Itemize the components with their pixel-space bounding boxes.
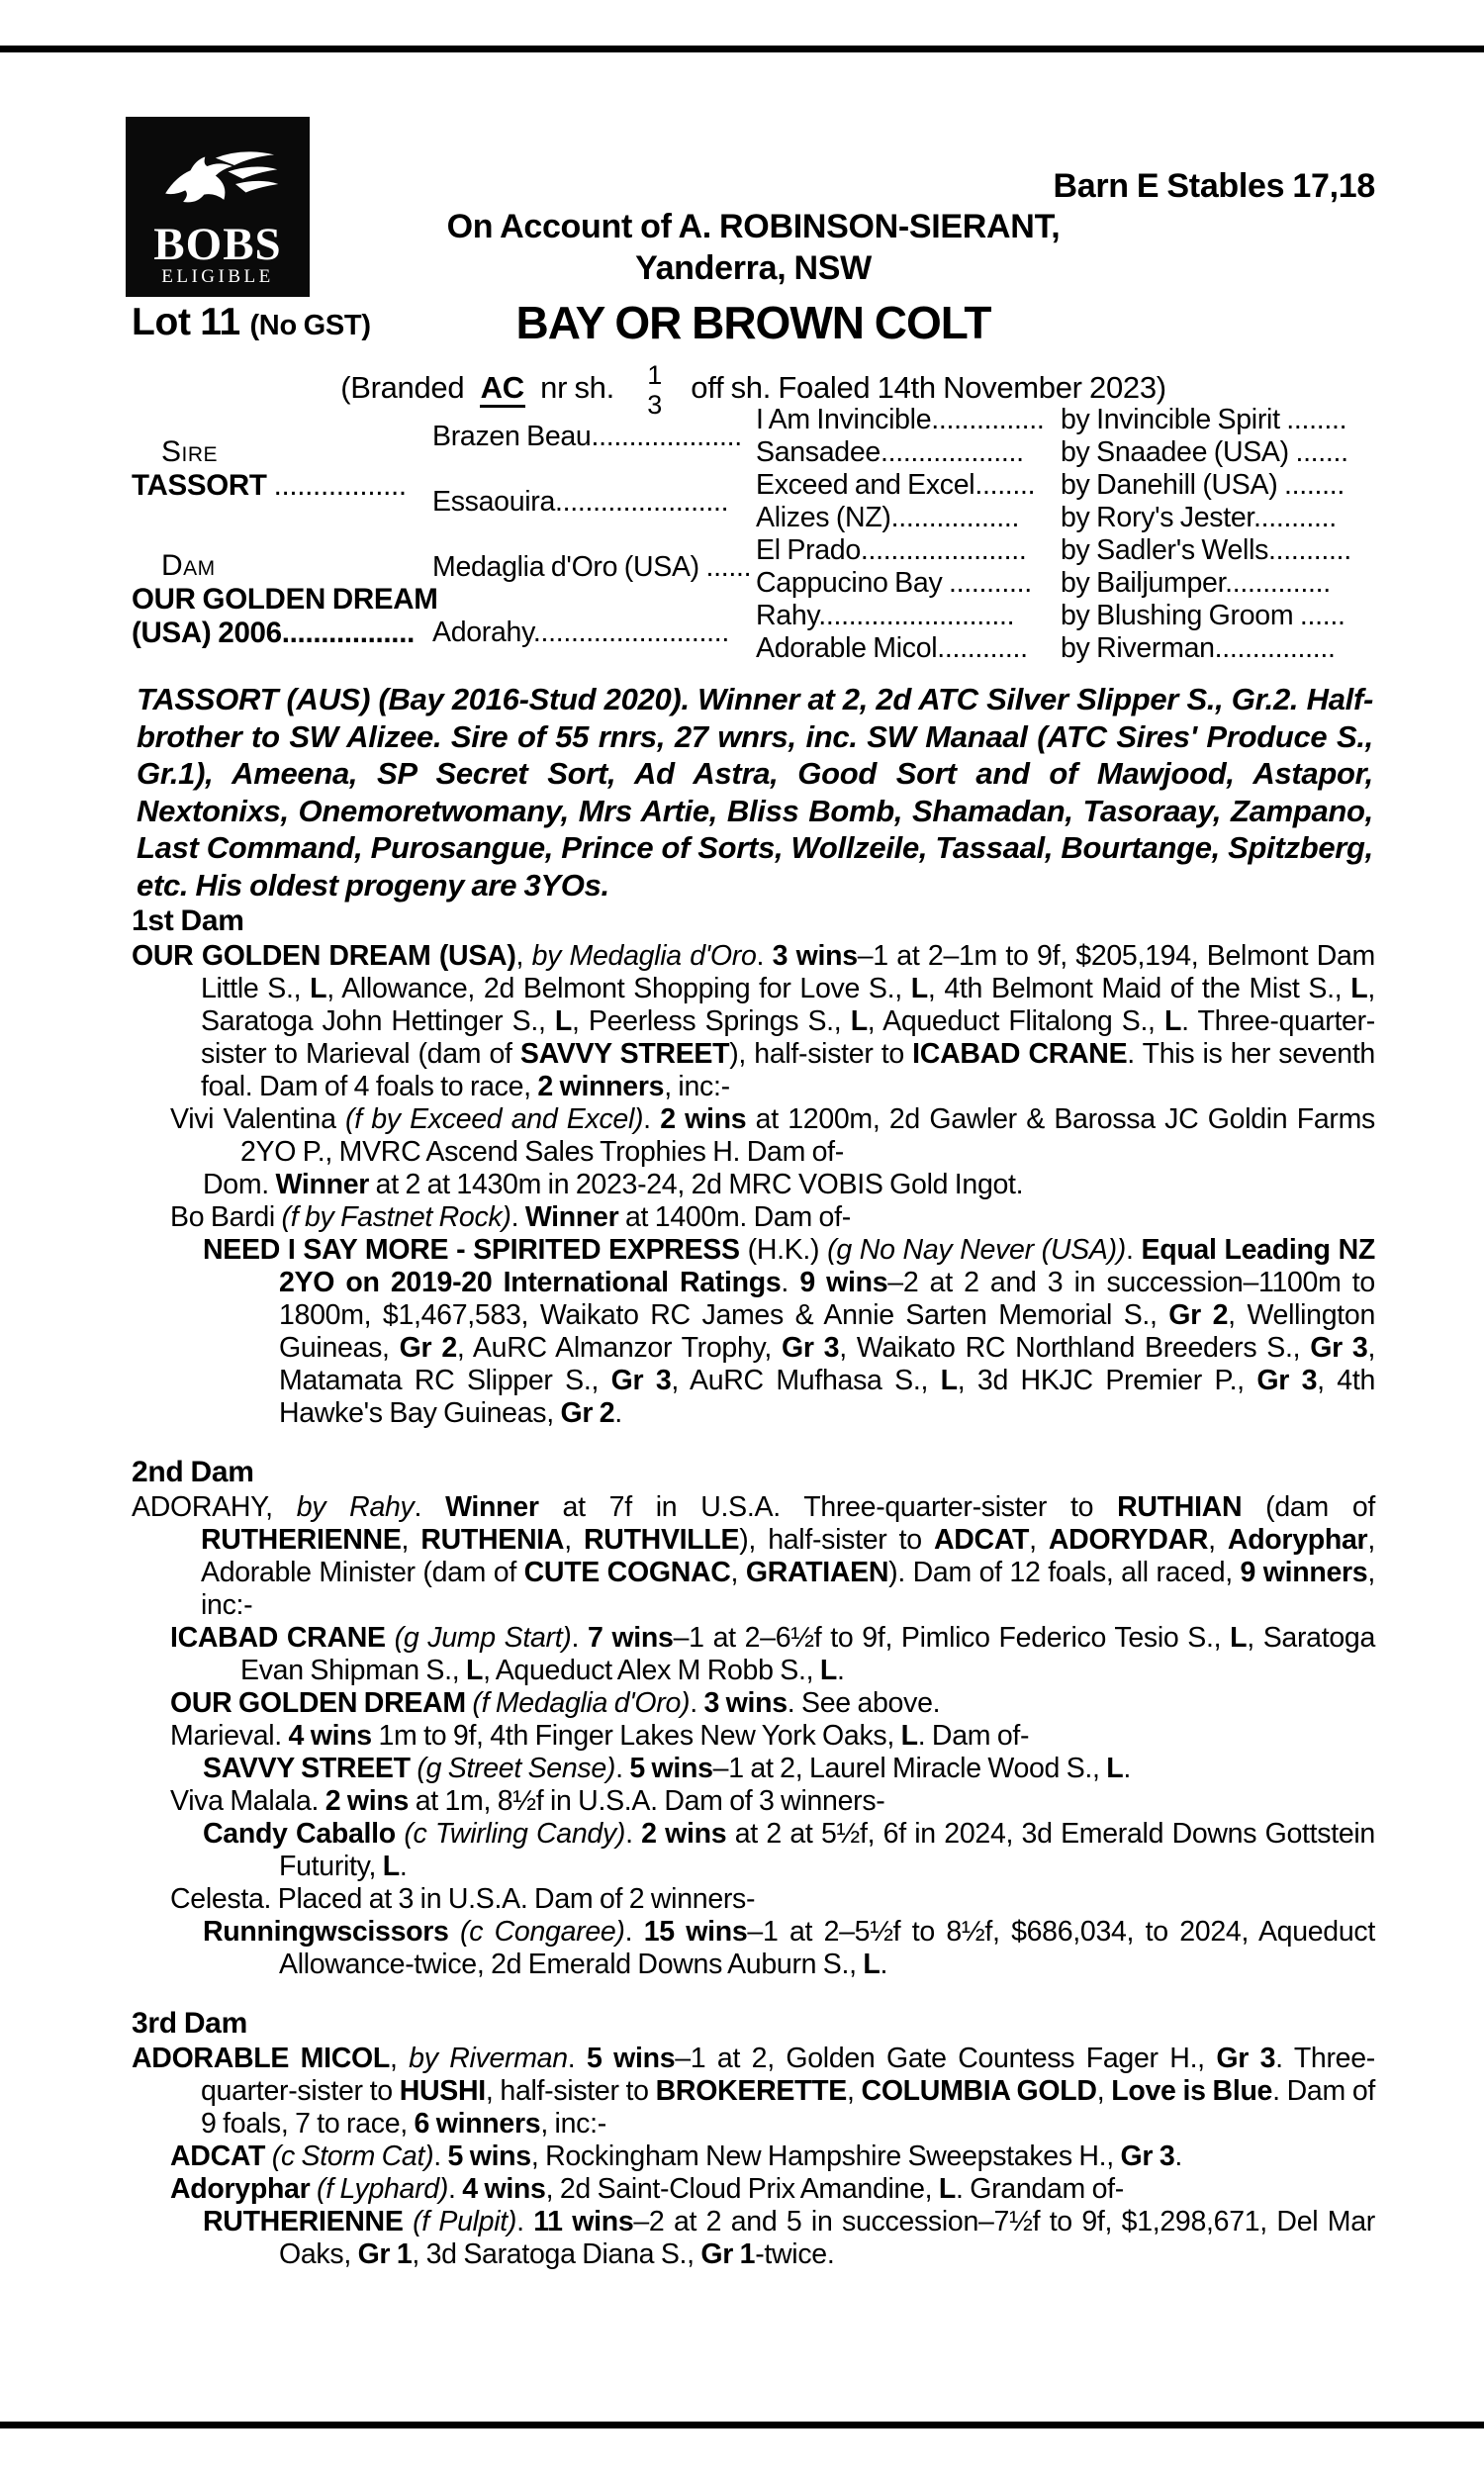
pedigree-gen3-entry: Alizes (NZ)................. (756, 502, 1020, 533)
dam-name-line2: (USA) 2006................. (132, 617, 415, 649)
sire-name: TASSORT ................. (132, 469, 407, 502)
pedigree-gen4-entry: by Riverman................ (1061, 632, 1336, 664)
lot-number (132, 301, 371, 344)
pedigree-gen4-entry: by Danehill (USA) ........ (1061, 469, 1345, 501)
pedigree-table (132, 404, 1375, 665)
pedigree-paragraph: NEED I SAY MORE - SPIRITED EXPRESS (H.K.) (g No Nay Never (USA)). Equal Leading NZ 2YO on 2019-20 International Ratings. 9 wins–2 at 2 and 3 in succession–1100m to 1800m, $1,467,583, Waikato RC James & Annie Sarten Memorial S., Gr 2, Wellington Guineas, Gr 2, AuRC Almanzor Trophy, Gr 3, Waikato RC Northland Breeders S., Gr 3, Matamata RC Slipper S., Gr 3, AuRC Mufhasa S., L, 3d HKJC Premier P., Gr 3, 4th Hawke's Bay Guineas, Gr 2. (203, 1234, 1376, 1429)
pedigree-gen4-entry: by Bailjumper.............. (1061, 567, 1331, 599)
pedigree-paragraph: RUTHERIENNE (f Pulpit). 11 wins–2 at 2 and 5 in succession–7½f to 9f, $1,298,671, Del Mar Oaks, Gr 1, 3d Saratoga Diana S., Gr 1-twice. (203, 2206, 1375, 2270)
pedigree-paragraph: Candy Caballo (c Twirling Candy). 2 wins at 2 at 5½f, 6f in 2024, 3d Emerald Downs Gottstein Futurity, L. (203, 1818, 1375, 1882)
bobs-logo-text: BOBS (153, 218, 282, 270)
section-2nd-dam (132, 1454, 1375, 1981)
pedigree-paragraph: ADORABLE MICOL, by Riverman. 5 wins–1 at 2, Golden Gate Countess Fager H., Gr 3. Three-quarter-sister to HUSHI, half-sister to BROKERETTE, COLUMBIA GOLD, Love is Blue. Dam of 9 foals, 7 to race, 6 winners, inc:- (132, 2043, 1375, 2140)
pedigree-gen4-entry: by Rory's Jester........... (1061, 502, 1337, 533)
pedigree-paragraph: OUR GOLDEN DREAM (f Medaglia d'Oro). 3 wins. See above. (170, 1687, 941, 1719)
top-divider (0, 46, 1484, 52)
pedigree-sire-cell (132, 404, 432, 534)
pedigree-paragraph: ADORAHY, by Rahy. Winner at 7f in U.S.A. Three-quarter-sister to RUTHIAN (dam of RUTHERIENNE, RUTHENIA, RUTHVILLE), half-sister to ADCAT, ADORYDAR, Adoryphar, Adorable Minister (dam of CUTE COGNAC, GRATIAEN). Dam of 12 foals, all raced, 9 winners, inc:- (132, 1491, 1376, 1621)
lot-title-row (132, 295, 1375, 350)
dam-label: Dam (161, 549, 216, 582)
pedigree-gen2-entry: Essaouira....................... (432, 485, 729, 518)
dam-name: OUR GOLDEN DREAM (132, 583, 438, 616)
brand-mark: AC (480, 370, 525, 408)
pedigree-gen4-entry: by Snaadee (USA) ....... (1061, 436, 1348, 468)
pedigree-paragraph: OUR GOLDEN DREAM (USA), by Medaglia d'Oro. 3 wins–1 at 2–1m to 9f, $205,194, Belmont Dam Little S., L, Allowance, 2d Belmont Shopping for Love S., L, 4th Belmont Maid of the Mist S., L, Saratoga John Hettinger S., L, Peerless Springs S., L, Aqueduct Flitalong S., L. Three-quarter-sister to Marieval (dam of SAVVY STREET), half-sister to ICABAD CRANE. This is her seventh foal. Dam of 4 foals to race, 2 winners, inc:- (132, 940, 1375, 1102)
pedigree-gen3-entry: I Am Invincible............... (756, 404, 1045, 435)
dam-section-heading: 3rd Dam (132, 2007, 247, 2040)
pedigree-paragraph: Bo Bardi (f by Fastnet Rock). Winner at 1400m. Dam of- (170, 1201, 851, 1233)
pedigree-gen2-entry: Medaglia d'Oro (USA) ...... (432, 550, 752, 583)
pedigree-paragraph: ADCAT (c Storm Cat). 5 wins, Rockingham New Hampshire Sweepstakes H., Gr 3. (170, 2141, 1182, 2172)
sire-summary: TASSORT (AUS) (Bay 2016-Stud 2020). Winner at 2, 2d ATC Silver Slipper S., Gr.2. Half-brother to SW Alizee. Sire of 55 rnrs, 27 wnrs, inc. SW Manaal (ATC Sires' Produce S., Gr.1), Ameena, SP Secret Sort, Ad Astra, Good Sort and of Mawjood, Astapor, Nextonixs, Onemoretwomany, Mrs Artie, Bliss Bomb, Shamadan, Tasoraay, Zampano, Last Command, Purosangue, Prince of Sorts, Wollzeile, Tassaal, Bourtange, Spitzberg, etc. His oldest progeny are 3YOs. (137, 682, 1373, 903)
pedigree-gen3-entry: El Prado...................... (756, 534, 1027, 566)
lot-label: Lot 11 (132, 301, 240, 343)
bobs-eligible-text: ELIGIBLE (161, 266, 274, 288)
section-1st-dam (132, 903, 1375, 1430)
pedigree-paragraph: SAVVY STREET (g Street Sense). 5 wins–1 at 2, Laurel Miracle Wood S., L. (203, 1753, 1132, 1784)
pedigree-paragraph: Celesta. Placed at 3 in U.S.A. Dam of 2 winners- (170, 1883, 756, 1915)
vendor-account-line: On Account of A. ROBINSON-SIERANT, (446, 208, 1061, 245)
pedigree-gen3-entry: Rahy.......................... (756, 600, 1015, 631)
page-header (132, 166, 1375, 420)
pedigree-gen2-entry: Brazen Beau.................... (432, 420, 742, 452)
pedigree-gen4-entry: by Blushing Groom ...... (1061, 600, 1345, 631)
pedigree-text-sections (132, 903, 1375, 2271)
pedigree-gen4-entry: by Sadler's Wells........... (1061, 534, 1351, 566)
page-title: BAY OR BROWN COLT (515, 297, 991, 348)
barn-location: Barn E Stables 17,18 (1053, 167, 1375, 205)
pedigree-paragraph: Runningwscissors (c Congaree). 15 wins–1 at 2–5½f to 8½f, $686,034, to 2024, Aqueduct Allowance-twice, 2d Emerald Downs Auburn S., L. (203, 1916, 1375, 1980)
dam-section-heading: 1st Dam (132, 904, 244, 937)
pedigree-paragraph: Dom. Winner at 2 at 1430m in 2023-24, 2d MRC VOBIS Gold Ingot. (203, 1169, 1024, 1200)
brand-fraction-denominator: 3 (647, 390, 662, 420)
section-3rd-dam (132, 2005, 1375, 2271)
bottom-divider (0, 2422, 1484, 2428)
branded-prefix: (Branded (340, 370, 465, 406)
pedigree-dam-cell (132, 534, 438, 665)
branded-mid: nr sh. (540, 370, 614, 406)
pedigree-paragraph: ICABAD CRANE (g Jump Start). 7 wins–1 at 2–6½f to 9f, Pimlico Federico Tesio S., L, Saratoga Evan Shipman S., L, Aqueduct Alex M Robb S., L. (170, 1622, 1375, 1686)
pedigree-paragraph: Viva Malala. 2 wins at 1m, 8½f in U.S.A. Dam of 3 winners- (170, 1785, 885, 1817)
pedigree-gen2-entry: Adorahy.......................... (432, 616, 730, 648)
gst-note: (No GST) (249, 310, 371, 341)
pedigree-paragraph: Marieval. 4 wins 1m to 9f, 4th Finger Lakes New York Oaks, L. Dam of- (170, 1720, 1030, 1752)
pedigree-gen3-entry: Exceed and Excel........ (756, 469, 1036, 501)
pedigree-gen3-entry: Cappucino Bay ........... (756, 567, 1032, 599)
vendor-locality: Yanderra, NSW (635, 249, 872, 287)
sire-label: Sire (161, 435, 219, 468)
pedigree-paragraph: Adoryphar (f Lyphard). 4 wins, 2d Saint-Cloud Prix Amandine, L. Grandam of- (170, 2173, 1124, 2205)
pedigree-gen3-entry: Sansadee................... (756, 436, 1024, 468)
dam-section-heading: 2nd Dam (132, 1456, 254, 1488)
brand-fraction-numerator: 1 (647, 360, 662, 390)
branded-suffix: off sh. Foaled 14th November 2023) (691, 370, 1166, 406)
pedigree-gen4-entry: by Invincible Spirit ........ (1061, 404, 1347, 435)
pedigree-gen3-entry: Adorable Micol............ (756, 632, 1028, 664)
pedigree-paragraph: Vivi Valentina (f by Exceed and Excel). 2 wins at 1200m, 2d Gawler & Barossa JC Goldin Farms 2YO P., MVRC Ascend Sales Trophies H. Dam of- (170, 1103, 1375, 1168)
